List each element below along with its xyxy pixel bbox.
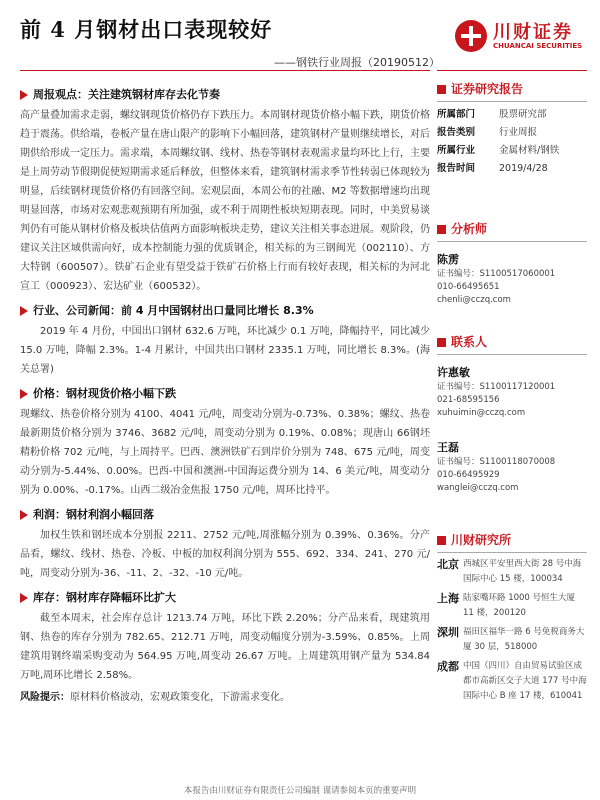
section-paragraph: 截至本周末，社会库存总计 1213.74 万吨，环比下跌 2.20%；分产品来看，现建筑用钢、热卷的库存分别为 782.65、212.71 万吨，周变动幅度分别为-3.59%、0.85%。上周建筑用钢终端采购变动为 564.95 万吨,周变动 26.67 万吨。上周建筑用钢产量为 534.84 万吨,周环比增长 2.58%。: [20, 613, 430, 681]
section-price: [20, 385, 430, 500]
analyst-cert: 证书编号：S1100517060001: [437, 269, 556, 279]
info-value: 股票研究部: [499, 109, 547, 120]
analyst-phone: 010-66495651: [437, 282, 500, 292]
sidebar-heading-contact: 联系人: [451, 335, 488, 349]
triangle-bullet-icon: [20, 389, 28, 399]
info-key: 报告时间: [437, 163, 476, 174]
office-address: 中国（四川）自由贸易试验区成都市高新区交子大道 177 号中海国际中心 B 座 17 楼，610041: [463, 661, 587, 701]
info-row: [437, 160, 587, 178]
contact-email[interactable]: wanglei@cczq.com: [437, 483, 519, 493]
triangle-bullet-icon: [20, 510, 28, 520]
contact-cert: 证书编号：S1100118070008: [437, 457, 556, 467]
info-key: 所属部门: [437, 109, 476, 120]
logo-name-cn: 川财证券: [493, 22, 573, 43]
contact-name: 许惠敏: [437, 366, 470, 379]
section-heading: 利润：钢材利润小幅回落: [33, 508, 154, 521]
page-footer: 本报告由川财证券有限责任公司编制 谨请参阅本页的重要声明: [183, 786, 417, 796]
section-view: [20, 86, 430, 296]
square-bullet-icon: [437, 85, 446, 94]
report-subtitle: ——钢铁行业周报（20190512）: [274, 56, 440, 69]
risk-label: 风险提示：: [20, 692, 70, 703]
sidebar-rule: [437, 70, 587, 71]
info-key: 报告类别: [437, 127, 476, 138]
section-profit: [20, 506, 430, 583]
section-paragraph: 2019 年 4 月份，中国出口钢材 632.6 万吨，环比减少 0.1 万吨，降幅持平，同比减少 15.0 万吨，降幅 2.3%。1-4 月累计，中国共出口钢材 2335.1 万吨，同比增长 8.3%。(海关总署): [20, 326, 430, 375]
office-city: 北京: [437, 558, 459, 571]
info-value: 2019/4/28: [499, 163, 548, 174]
office-row: [437, 625, 587, 655]
divider: [437, 354, 587, 355]
square-bullet-icon: [437, 536, 446, 545]
contact-phone: 010-66495929: [437, 470, 500, 480]
section-heading: 价格：钢材现货价格小幅下跌: [33, 387, 176, 400]
office-address: 西城区平安里西大街 28 号中海国际中心 15 楼，100034: [463, 559, 582, 584]
risk-warning: [20, 689, 430, 707]
office-row: [437, 659, 587, 704]
logo-mark-icon: [455, 20, 487, 52]
section-inventory: [20, 589, 430, 685]
triangle-bullet-icon: [20, 90, 28, 100]
info-value: 行业周报: [499, 127, 538, 138]
contact-email[interactable]: xuhuimin@cczq.com: [437, 408, 526, 418]
section-paragraph: 加权生铁和钢坯成本分别报 2211、2752 元/吨,周涨幅分别为 0.39%、0.36%。分产品看，螺纹、线材、热卷、冷板、中板的加权利润分别为 555、692、334、241、270 元/吨，周变动分别为-36、-11、2、-32、-10 元/吨。: [20, 530, 430, 579]
section-news: [20, 302, 430, 379]
contact-card: [437, 440, 587, 495]
logo-name-en: CHUANCAI SECURITIES: [493, 42, 583, 50]
office-city: 深圳: [437, 626, 459, 639]
office-row: [437, 557, 587, 587]
sidebar-heading-report: 证券研究报告: [451, 82, 524, 96]
square-bullet-icon: [437, 225, 446, 234]
section-paragraph: 高产量叠加需求走弱，螺纹钢现货价格仍存下跌压力。本周钢材现货价格小幅下跌，期货价格趋于震荡。供给端，卷板产量在唐山限产的影响下小幅回落，建筑钢材产量则继续增长，对后期供给形成一定压力。需求端，本周螺纹钢、线材、热卷等钢材表观需求量均环比上行，主要是上周劳动节假期促使短期需求延后释放，但整体来看，建筑钢材需求季节性转弱已体现较为明显，后续钢材现货价格仍有回落空间。宏观层面，本周公布的社融、M2 等数据增速均出现明显回落，市场对宏观悲观预期有所加强，或不利于周期性板块短期表现。同时，中美贸易谈判仍有可能从钢材价格及板块估值两方面影响板块走势，建议关注相关事态进展。观阶段，仍建议关注区域供需向好，成本控制能力强的优质钢企，相关标的为三钢闽光（002110）、方大特钢（600507）。铁矿石企业有望受益于铁矿石价格上行而有较好表现，相关标的为河北宣工（000923）、宏达矿业（600532）。: [20, 110, 430, 292]
company-logo: [455, 18, 590, 58]
office-city: 上海: [437, 592, 459, 605]
analyst-name: 陈雳: [437, 253, 459, 266]
analyst-email[interactable]: chenli@cczq.com: [437, 295, 511, 305]
header-rule: [20, 70, 430, 71]
office-address: 福田区福华一路 6 号免税商务大厦 30 层，518000: [463, 627, 585, 652]
sidebar-heading-institute: 川财研究所: [451, 533, 512, 547]
info-key: 所属行业: [437, 145, 476, 156]
office-address: 陆家嘴环路 1000 号恒生大厦 11 楼，200120: [463, 593, 576, 618]
section-heading: 周报观点：关注建筑钢材库存去化节奏: [33, 88, 220, 101]
info-row: [437, 124, 587, 142]
office-city: 成都: [437, 660, 459, 673]
triangle-bullet-icon: [20, 593, 28, 603]
main-content: [20, 80, 430, 707]
sidebar: [437, 80, 587, 704]
section-paragraph: 现螺纹、热卷价格分别为 4100、4041 元/吨，周变动分别为-0.73%、0.38%；螺纹、热卷最新期货价格分别为 3746、3682 元/吨，周变动分别为 0.19%、0.08%；现唐山 66钢坯精粉价格 702 元/吨，与上周持平。巴西、澳洲铁矿石到岸价分别为 748、675 元/吨，周变动分别为-5.44%、0.00%。巴西-中国和澳洲-中国海运费分别为 14、6 美元/吨，周变动分别为 0.00%、-0.17%。山西二级冶金焦报 1750 元/吨，周环比持平。: [20, 409, 430, 496]
info-value: 金属材料/钢铁: [499, 145, 560, 156]
divider: [437, 552, 587, 553]
office-row: [437, 591, 587, 621]
section-heading: 行业、公司新闻：前 4 月中国钢材出口量同比增长 8.3%: [33, 304, 314, 317]
risk-text: 原材料价格波动，宏观政策变化，下游需求变化。: [70, 692, 290, 703]
analyst-card: [437, 252, 587, 307]
square-bullet-icon: [437, 338, 446, 347]
section-heading: 库存：钢材库存降幅环比扩大: [33, 591, 176, 604]
triangle-bullet-icon: [20, 306, 28, 316]
contact-phone: 021-68595156: [437, 395, 500, 405]
contact-name: 王磊: [437, 441, 459, 454]
contact-cert: 证书编号：S1100117120001: [437, 382, 556, 392]
divider: [437, 241, 587, 242]
sidebar-heading-analyst: 分析师: [451, 222, 488, 236]
page-title: 前 4 月钢材出口表现较好: [20, 17, 273, 42]
divider: [437, 101, 587, 102]
contact-card: [437, 365, 587, 420]
info-row: [437, 106, 587, 124]
info-row: [437, 142, 587, 160]
